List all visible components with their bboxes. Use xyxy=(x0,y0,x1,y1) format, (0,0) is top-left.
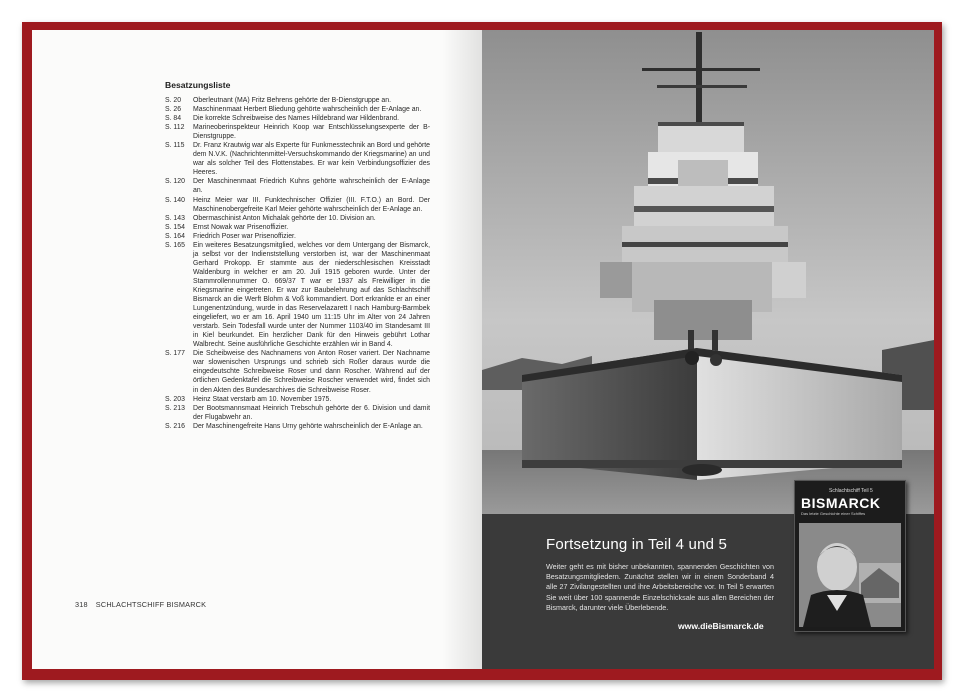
cover-subtitle: Schlachtschiff Teil 5 xyxy=(829,488,873,494)
cover-tagline: Das letzte Geschichte einer Schiffes xyxy=(801,511,866,516)
page-ref: S. 84 xyxy=(165,115,182,123)
list-item xyxy=(165,96,430,105)
entry-text: Der Maschinenmaat Friedrich Kuhns gehörte wahrscheinlich der E-Anlage an. xyxy=(193,178,430,195)
list-item xyxy=(165,404,430,422)
battleship-photo xyxy=(482,30,934,514)
section-title: Besatzungsliste xyxy=(165,80,231,90)
list-item xyxy=(165,196,430,214)
page-ref: S. 140 xyxy=(165,196,185,204)
page-ref: S. 115 xyxy=(165,142,185,150)
page-footer xyxy=(75,600,206,609)
list-item xyxy=(165,214,430,223)
page-ref: S. 213 xyxy=(165,404,185,412)
running-title: SCHLACHTSCHIFF BISMARCK xyxy=(95,600,207,609)
entry-text: Der Maschinengefreite Hans Urny gehörte wahrscheinlich der E-Anlage an. xyxy=(193,422,423,430)
promo-text: Weiter geht es mit bisher unbekannten, spannenden Geschichten von Besatzungsmitgliedern. Zunächst stellen wir in einem Sonderband 4 alle 27 Zivilangestellten und ihre Arbeitsbereiche vor. In Teil 5 erwarten Sie weit über 100 spannende Einzelschicksale aus allen Bereichen der Bismarck, darunter viele Überlebende. xyxy=(546,562,774,612)
entry-text: Ein weiteres Besatzungsmitglied, welches vor dem Untergang der Bismarck, ja selbst vor der Indienststellung verstorben ist, war der Maschinenmaat Gerhard Prokopp. Er stammte aus der niederschlesischen Kreisstadt Waldenburg in welcher er am 20. Juli 1915 geboren wurde. Unter der Stammrollennummer O. 669/37 T war er 1937 als Freiwilliger in die Kriegsmarine eingetreten. Er war zur Baubelehrung auf das Schlachtschiff Bismarck an die Werft Blohm & Voß kommandiert. Dort erkrankte er an einer Lungenentzündung, wurde in das Reservelazarett I nach Hamburg-Barmbek eingeliefert, wo er am 16. April 1940 um 11:15 Uhr im Alter von 24 Jahren verstarb. Sein Todesfall wurde unter der Nummer 1103/40 im Standesamt III in Kiel beurkundet. Ein herzlicher Dank für den Hinweis gebührt Lothar Walbrecht. Seine ausführliche Geschichte erzählen wir in Band 4. xyxy=(193,241,430,349)
page-ref: S. 143 xyxy=(165,214,185,222)
list-item xyxy=(165,105,430,114)
page-ref: S. 154 xyxy=(165,223,185,231)
entry-text: Dr. Franz Krautwig war als Experte für Funkmesstechnik an Bord und gehörte dem N.V.K. (Nachrichtenmittel-Versuchskommando der Kriegsmarine) an und war als solcher Teil des Flottenstabes. Er war kein Verbindungsoffizier des Heeres. xyxy=(193,142,430,177)
page-ref: S. 112 xyxy=(165,124,185,132)
list-item xyxy=(165,141,430,177)
list-item xyxy=(165,232,430,241)
page-ref: S. 20 xyxy=(165,97,182,104)
list-item xyxy=(165,395,430,404)
entry-text: Der Bootsmannsmaat Heinrich Trebschuh gehörte der 6. Division und damit der Flugabwehr an. xyxy=(193,404,430,421)
page-ref: S. 165 xyxy=(165,241,185,249)
sailor-portrait xyxy=(799,523,901,627)
gutter-shadow xyxy=(442,30,482,669)
entry-text: Obermaschinist Anton Michalak gehörte der 10. Division an. xyxy=(193,214,376,222)
promo-headline: Fortsetzung in Teil 4 und 5 xyxy=(546,536,728,553)
list-item xyxy=(165,349,430,394)
page-ref: S. 177 xyxy=(165,350,185,358)
page-ref: S. 164 xyxy=(165,232,185,240)
crew-list xyxy=(165,96,430,431)
website-link[interactable]: www.dieBismarck.de xyxy=(678,621,764,631)
entry-text: Marineoberinspekteur Heinrich Koop war Entschlüsselungsexperte der B-Dienstgruppe. xyxy=(193,124,430,141)
entry-text: Heinz Meier war III. Funktechnischer Offizier (III. F.T.O.) an Bord. Der Maschinenobergefreite Karl Meier gehörte wahrscheinlich der E-Anlage an. xyxy=(193,196,430,213)
entry-text: Heinz Staat verstarb am 10. November 1975. xyxy=(193,395,332,403)
entry-text: Maschinenmaat Herbert Bliedung gehörte wahrscheinlich der E-Anlage an. xyxy=(193,106,422,114)
entry-text: Die korrekte Schreibweise des Names Hildebrand war Hildenbrand. xyxy=(193,115,400,123)
page-ref: S. 203 xyxy=(165,395,185,403)
page-ref: S. 120 xyxy=(165,178,185,186)
list-item xyxy=(165,123,430,141)
entry-text: Friedrich Poser war Prisenoffizier. xyxy=(193,232,296,240)
book-cover xyxy=(794,480,906,632)
page-ref: S. 216 xyxy=(165,422,185,430)
page-ref: S. 26 xyxy=(165,106,182,114)
entry-text: Ernst Nowak war Prisenoffizier. xyxy=(193,223,289,231)
list-item xyxy=(165,422,430,431)
list-item xyxy=(165,177,430,195)
list-item xyxy=(165,241,430,350)
entry-text: Oberleutnant (MA) Fritz Behrens gehörte der B-Dienstgruppe an. xyxy=(193,97,392,104)
entry-text: Die Scheibweise des Nachnamens von Anton Roser variert. Der Nachname war slowenischen Ursprungs und schrieb sich Roßer daraus wurde die eingedeutschte Schreibweise Roser und dann Roscher. Während auf der örtlichen Gedenktafel die Schreibweise Roscher verwendet wird, findet sich in den Akten des Bundesarchives die Schreibweise Roser. xyxy=(193,350,430,394)
cover-title: BISMARCK xyxy=(801,495,881,511)
list-item xyxy=(165,114,430,123)
list-item xyxy=(165,223,430,232)
page-number: 318 xyxy=(75,600,88,609)
